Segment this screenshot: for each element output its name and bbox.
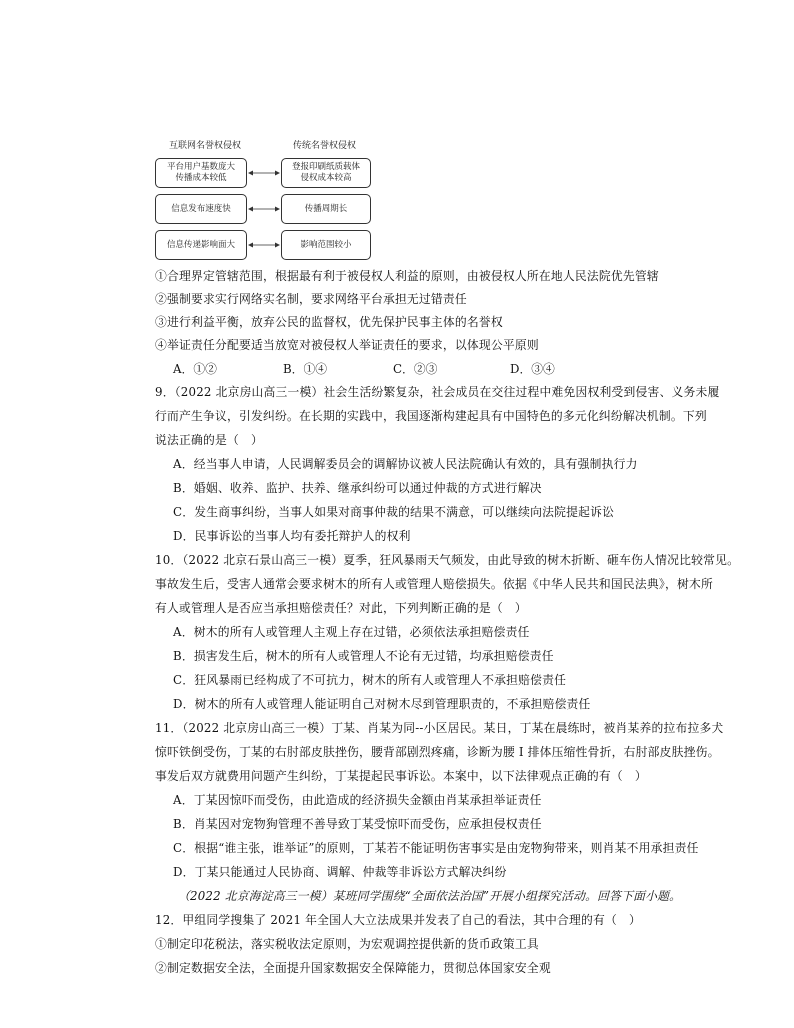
q9-stem-line-3: 说法正确的是（ ） [155, 433, 263, 447]
left-column-header: 互联网名誉权侵权 [169, 141, 242, 151]
right-column-header: 传统名誉权侵权 [293, 141, 357, 151]
q10-stem-line-3: 有人或管理人是否应当承担赔偿责任？对此，下列判断正确的是（ ） [155, 601, 527, 615]
double-arrow-icon [248, 240, 280, 250]
q12-statement-1: ①制定印花税法，落实税收法定原则，为宏观调控提供新的货币政策工具 [155, 937, 539, 951]
group-intro: （2022 北京海淀高三一模）某班同学围绕“全面依法治国”开展小组探究活动。回答下面小题。 [178, 889, 682, 903]
q11-option-c[interactable]: C．根据“谁主张，谁举证”的原则，丁某若不能证明伤害事实是由宠物狗带来，则肖某不用承担责任 [173, 841, 699, 855]
double-arrow-icon [248, 168, 280, 178]
q11-stem-line-3: 事发后双方就费用问题产生纠纷，丁某提起民事诉讼。本案中，以下法律观点正确的有（ ） [155, 769, 647, 783]
q10-stem-line-2: 事故发生后，受害人通常会要求树木的所有人或管理人赔偿损失。依据《中华人民共和国民法典》，树木所 [155, 577, 713, 591]
q12-stem: 12．甲组同学搜集了 2021 年全国人大立法成果并发表了自己的看法，其中合理的有（ ） [155, 913, 642, 927]
q11-stem-line-2: 惊吓铁倒受伤，丁某的右肘部皮肤挫伤，腰背部剧烈疼痛，诊断为腰 I 排体压缩性骨折，右肘部皮肤挫伤。 [155, 745, 720, 759]
q8-statement-4: ④举证责任分配要适当放宽对被侵权人举证责任的要求，以体现公平原则 [155, 338, 539, 352]
q11-option-b[interactable]: B．肖某因对宠物狗管理不善导致丁某受惊吓而受伤，应承担侵权责任 [173, 817, 542, 831]
q11-option-a[interactable]: A．丁某因惊吓而受伤，由此造成的经济损失金额由肖某承担举证责任 [173, 793, 542, 807]
q8-choice-a[interactable]: A．①② [173, 362, 217, 376]
q10-option-d[interactable]: D．树木的所有人或管理人能证明自己对树木尽到管理职责的，不承担赔偿责任 [173, 697, 591, 711]
q11-stem-line-1: 11．（2022 北京房山高三一模）丁某、肖某为同--小区居民。某日，丁某在晨练时，被肖某养的拉布拉多犬 [155, 721, 724, 735]
right-box-2: 传播周期长 [281, 194, 371, 224]
q8-choice-c[interactable]: C．②③ [393, 362, 438, 376]
q10-option-c[interactable]: C．狂风暴雨已经构成了不可抗力，树木的所有人或管理人不承担赔偿责任 [173, 673, 567, 687]
q8-statement-3: ③进行利益平衡，放弃公民的监督权，优先保护民事主体的名誉权 [155, 315, 503, 329]
q8-statement-2: ②强制要求实行网络实名制，要求网络平台承担无过错责任 [155, 292, 467, 306]
double-arrow-icon [248, 204, 280, 214]
comparison-diagram [155, 138, 371, 266]
q10-option-b[interactable]: B．损害发生后，树木的所有人或管理人不论有无过错，均承担赔偿责任 [173, 649, 554, 663]
q9-option-d[interactable]: D．民事诉讼的当事人均有委托辩护人的权利 [173, 529, 411, 543]
q8-choice-b[interactable]: B．①④ [283, 362, 328, 376]
q8-statement-1: ①合理界定管辖范围，根据最有利于被侵权人利益的原则，由被侵权人所在地人民法院优先管辖 [155, 269, 659, 283]
q10-option-a[interactable]: A．树木的所有人或管理人主观上存在过错，必须依法承担赔偿责任 [173, 625, 530, 639]
q9-stem-line-2: 行而产生争议，引发纠纷。在长期的实践中，我国逐渐构建起具有中国特色的多元化纠纷解决机制。下列 [155, 409, 707, 423]
right-box-1: 登报印刷纸质载体 侵权成本较高 [281, 158, 371, 188]
q9-option-b[interactable]: B．婚姻、收养、监护、扶养、继承纠纷可以通过仲裁的方式进行解决 [173, 481, 542, 495]
left-box-2: 信息发布速度快 [155, 194, 247, 224]
left-box-3: 信息传递影响面大 [155, 230, 247, 260]
q9-stem-line-1: 9．（2022 北京房山高三一模）社会生活纷繁复杂，社会成员在交往过程中难免因权利受到侵害、义务未履 [155, 385, 720, 399]
left-box-1: 平台用户基数庞大 传播成本较低 [155, 158, 247, 188]
right-box-3: 影响范围较小 [281, 230, 371, 260]
q9-option-a[interactable]: A．经当事人申请，人民调解委员会的调解协议被人民法院确认有效的，具有强制执行力 [173, 457, 638, 471]
q12-statement-2: ②制定数据安全法，全面提升国家数据安全保障能力，贯彻总体国家安全观 [155, 961, 551, 975]
q9-option-c[interactable]: C．发生商事纠纷，当事人如果对商事仲裁的结果不满意，可以继续向法院提起诉讼 [173, 505, 615, 519]
q11-option-d[interactable]: D．丁某只能通过人民协商、调解、仲裁等非诉讼方式解决纠纷 [173, 865, 507, 879]
q10-stem-line-1: 10．（2022 北京石景山高三一模）夏季，狂风暴雨天气频发，由此导致的树木折断、砸车伤人情况比较常见。 [155, 553, 740, 567]
q8-choice-d[interactable]: D．③④ [510, 362, 555, 376]
